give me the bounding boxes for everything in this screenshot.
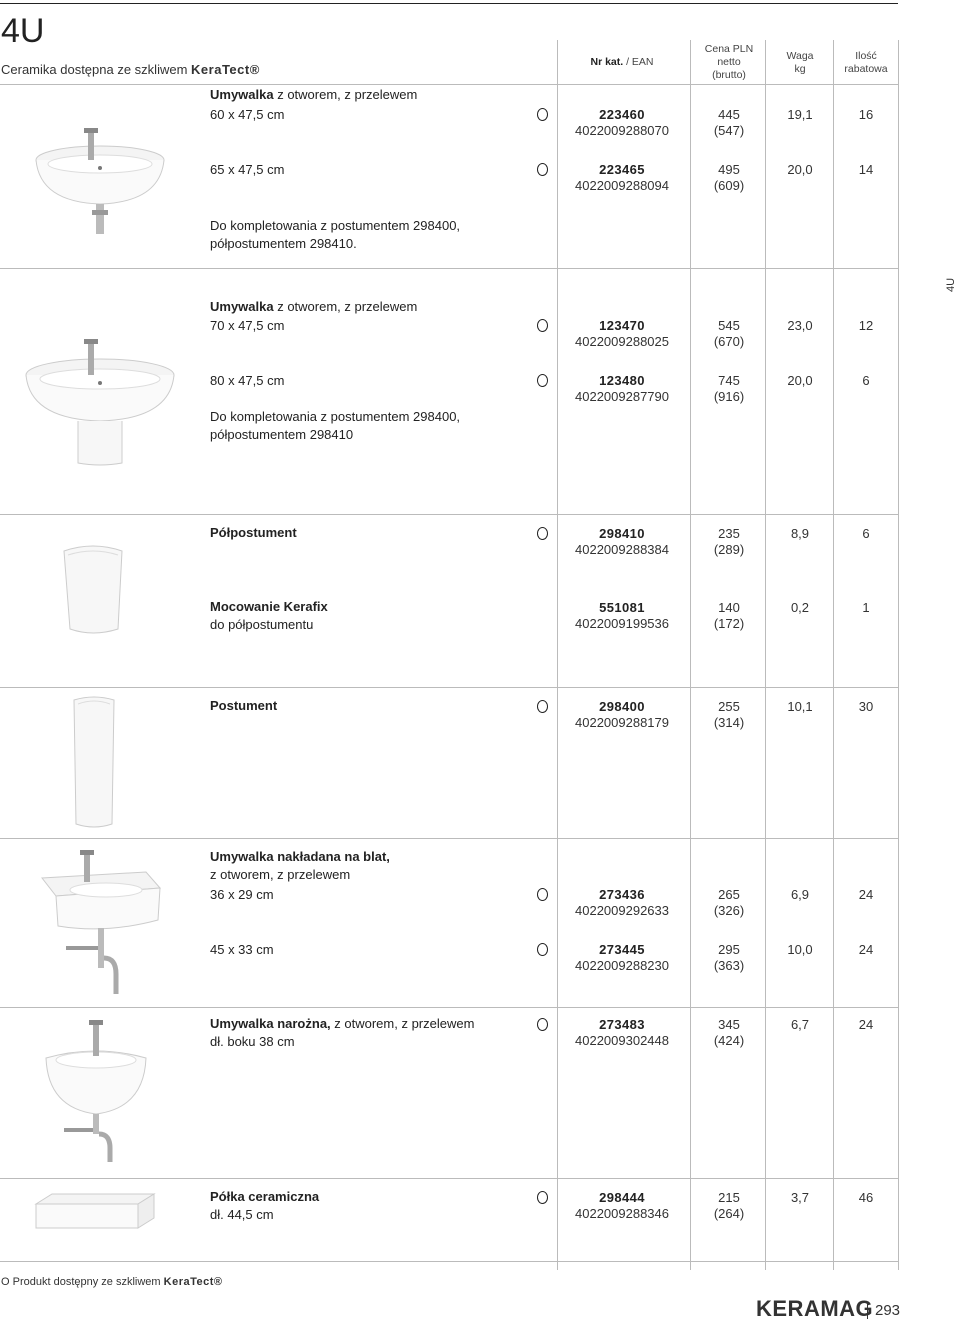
product-code: 298444 4022009288346 <box>575 1190 669 1221</box>
washbasin-70-image <box>20 335 180 470</box>
product-qty: 14 <box>858 162 874 177</box>
product-price: 140 (172) <box>713 600 745 631</box>
product-qty: 24 <box>858 942 874 957</box>
product-title: Umywalka narożna, z otworem, z przelewem dł. boku 38 cm <box>210 1016 475 1049</box>
header-weight: Waga kg <box>786 50 814 75</box>
product-weight: 20,0 <box>787 162 813 177</box>
product-price: 495 (609) <box>713 162 745 193</box>
product-size: 60 x 47,5 cm <box>210 107 285 122</box>
row-separator <box>0 1007 898 1008</box>
product-price: 255 (314) <box>713 699 745 730</box>
product-title: Umywalka nakładana na blat, z otworem, z przelewem <box>210 849 390 882</box>
product-title: Postument <box>210 698 278 713</box>
row-separator <box>0 1261 898 1262</box>
product-price: 295 (363) <box>713 942 745 973</box>
product-price: 545 (670) <box>713 318 745 349</box>
product-title: Półpostument <box>210 525 297 540</box>
column-separator <box>833 40 834 1270</box>
product-weight: 0,2 <box>790 600 810 615</box>
keratect-marker <box>537 943 548 956</box>
product-qty: 1 <box>862 600 870 615</box>
pedestal-image <box>66 696 122 832</box>
row-separator <box>0 268 898 269</box>
product-qty: 30 <box>858 699 874 714</box>
ceramic-shelf-image <box>32 1188 158 1234</box>
product-weight: 3,7 <box>790 1190 810 1205</box>
product-code: 298410 4022009288384 <box>575 526 669 557</box>
header-qty: Ilość rabatowa <box>844 50 888 75</box>
product-size: 45 x 33 cm <box>210 942 274 957</box>
row-separator <box>0 687 898 688</box>
side-tab: 4U <box>945 277 957 292</box>
page-subtitle: Ceramika dostępna ze szkliwem KeraTect® <box>1 62 260 77</box>
keratect-marker <box>537 374 548 387</box>
keratect-marker <box>537 163 548 176</box>
page-title: 4U <box>1 12 45 50</box>
countertop-washbasin-image <box>36 848 166 996</box>
product-code: 273445 4022009288230 <box>575 942 669 973</box>
product-price: 235 (289) <box>713 526 745 557</box>
product-title: Półka ceramiczna dł. 44,5 cm <box>210 1189 320 1222</box>
keratect-marker <box>537 700 548 713</box>
product-size: 36 x 29 cm <box>210 887 274 902</box>
product-price: 265 (326) <box>713 887 745 918</box>
column-separator <box>690 40 691 1270</box>
product-weight: 8,9 <box>790 526 810 541</box>
washbasin-60-image <box>30 124 170 239</box>
product-weight: 6,9 <box>790 887 810 902</box>
row-separator <box>0 84 898 85</box>
column-separator <box>765 40 766 1270</box>
product-code: 551081 4022009199536 <box>575 600 669 631</box>
product-qty: 46 <box>858 1190 874 1205</box>
product-qty: 12 <box>858 318 874 333</box>
column-separator <box>898 40 899 1270</box>
product-qty: 24 <box>858 887 874 902</box>
product-code: 223465 4022009288094 <box>575 162 669 193</box>
keratect-marker <box>537 319 548 332</box>
keratect-marker <box>537 108 548 121</box>
product-size: 70 x 47,5 cm <box>210 318 285 333</box>
footer-note: O Produkt dostępny ze szkliwem KeraTect® <box>1 1276 223 1288</box>
product-price: 345 (424) <box>713 1017 745 1048</box>
half-pedestal-image <box>58 543 128 638</box>
product-size: 65 x 47,5 cm <box>210 162 285 177</box>
keratect-marker <box>537 888 548 901</box>
product-qty: 6 <box>862 526 870 541</box>
product-title: Mocowanie Kerafix do półpostumentu <box>210 599 328 632</box>
product-code: 223460 4022009288070 <box>575 107 669 138</box>
product-weight: 10,1 <box>787 699 813 714</box>
product-weight: 6,7 <box>790 1017 810 1032</box>
product-note: Do kompletowania z postumentem 298400, półpostumentem 298410 <box>210 409 461 442</box>
corner-washbasin-image <box>36 1018 156 1164</box>
brand-logo: KERAMAG <box>756 1296 874 1321</box>
row-separator <box>0 838 898 839</box>
product-title: Umywalka z otworem, z przelewem <box>210 87 418 102</box>
page-number: 293 <box>875 1302 901 1319</box>
product-qty: 24 <box>858 1017 874 1032</box>
keratect-marker <box>537 527 548 540</box>
page-number-divider <box>867 1302 868 1319</box>
header-price: Cena PLN netto (brutto) <box>704 43 754 81</box>
product-note: Do kompletowania z postumentem 298400, półpostumentem 298410. <box>210 218 461 251</box>
product-code: 298400 4022009288179 <box>575 699 669 730</box>
product-price: 745 (916) <box>713 373 745 404</box>
product-price: 215 (264) <box>713 1190 745 1221</box>
product-code: 123480 4022009287790 <box>575 373 669 404</box>
row-separator <box>0 1178 898 1179</box>
product-weight: 10,0 <box>787 942 813 957</box>
product-code: 123470 4022009288025 <box>575 318 669 349</box>
keratect-marker <box>537 1018 548 1031</box>
product-price: 445 (547) <box>713 107 745 138</box>
product-code: 273436 4022009292633 <box>575 887 669 918</box>
keratect-marker <box>537 1191 548 1204</box>
column-separator <box>557 40 558 1270</box>
header-nr-ean: Nr kat. / EAN <box>590 56 654 68</box>
product-code: 273483 4022009302448 <box>575 1017 669 1048</box>
top-rule <box>0 3 898 4</box>
product-qty: 16 <box>858 107 874 122</box>
row-separator <box>0 514 898 515</box>
product-title: Umywalka z otworem, z przelewem <box>210 299 418 314</box>
product-size: 80 x 47,5 cm <box>210 373 285 388</box>
product-qty: 6 <box>862 373 870 388</box>
product-weight: 20,0 <box>787 373 813 388</box>
product-weight: 19,1 <box>787 107 813 122</box>
product-weight: 23,0 <box>787 318 813 333</box>
